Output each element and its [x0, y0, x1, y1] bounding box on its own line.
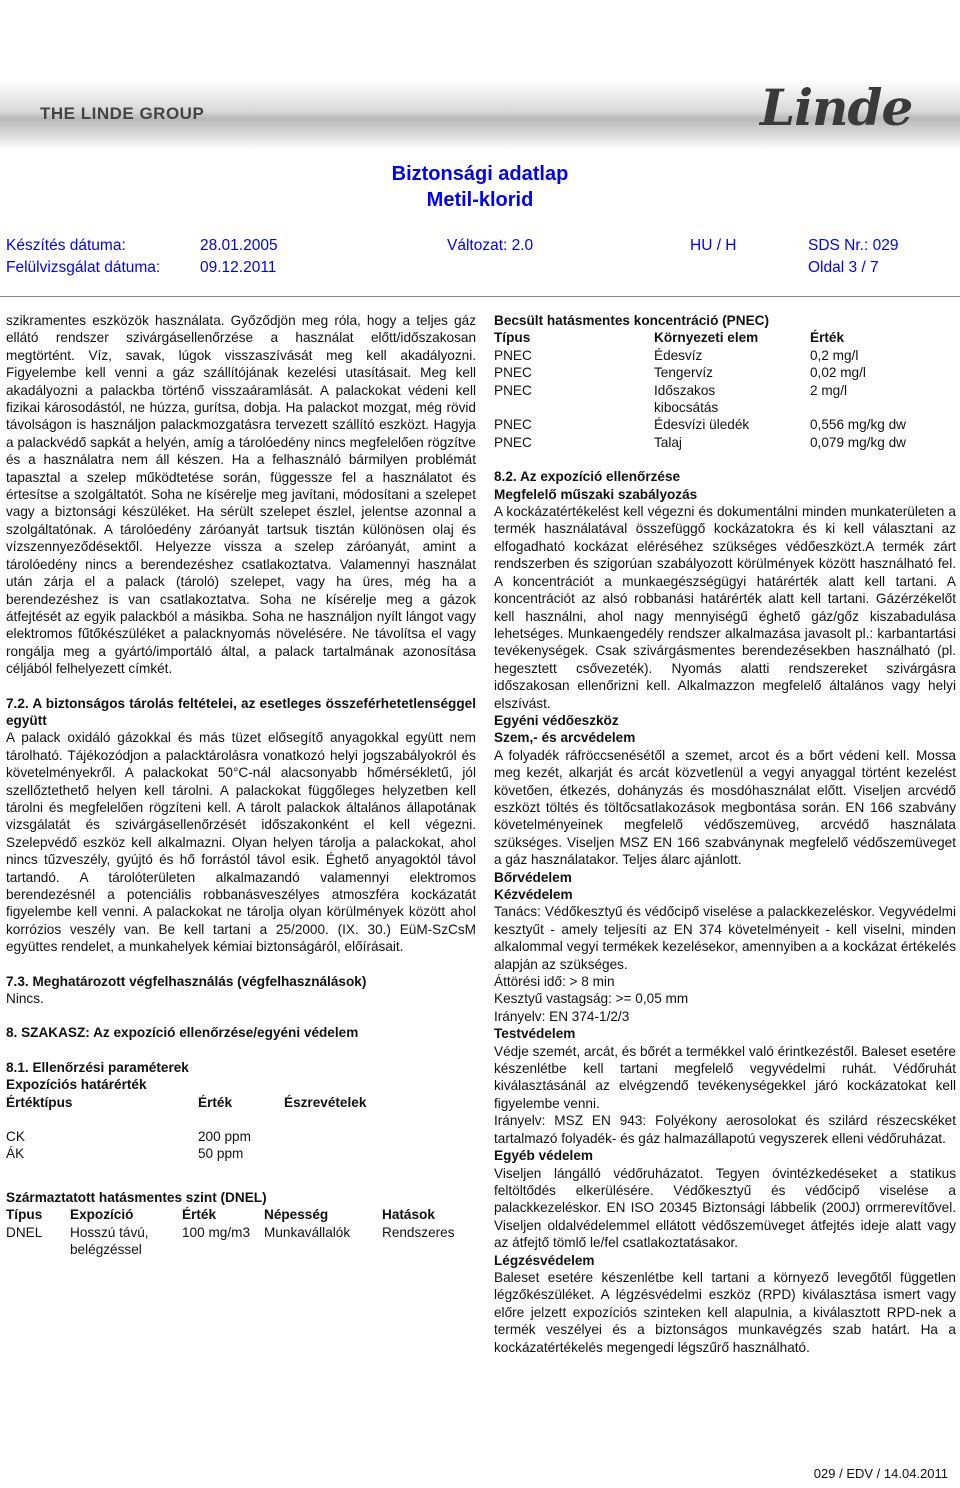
- dnel-value: 100 mg/m3: [182, 1224, 251, 1240]
- section-7-3-text: Nincs.: [6, 991, 44, 1007]
- pnec-col-type: Típus: [494, 330, 531, 346]
- exposure-limit-table: [6, 1094, 476, 1163]
- exp-note: [284, 1145, 476, 1162]
- left-column: [6, 312, 476, 1259]
- glove-standard: Irányelv: EN 374-1/2/3: [494, 1008, 630, 1024]
- pnec-value: 0,02 mg/l: [810, 365, 866, 381]
- section-8-heading: 8. SZAKASZ: Az expozíció ellenőrzése/egyéni védelem: [6, 1025, 359, 1041]
- eye-protection-text: A folyadék ráfröccsenésétől a szemet, arcot és a bőrt védeni kell. Mossa meg kezét, alkarját és arcát közvetlenül a vegyi anyaggal történt kezelést követően, étkezés, dohányzás és mosdóhasználat előtt. Viseljen arcvédő eszközt töltés és töltőcsatlakozások megbontása során. EN 166 szabvány követelményeinek megfelelő védőszemüveg, arcvédő használata szükséges. Viseljen MSZ EN 166 szabványnak megfelelő védőszemüveget a gáz használatakor. Teljes álarc ajánlott.: [494, 747, 956, 868]
- pnec-value: 0,556 mg/kg dw: [810, 417, 906, 433]
- header-divider: [0, 296, 960, 297]
- dnel-effects: Rendszeres: [382, 1224, 455, 1240]
- section-7-2-heading: 7.2. A biztonságos tárolás feltételei, az esetleges összeférhetetlenséggel együtt: [6, 695, 476, 728]
- exp-type: CK: [6, 1129, 25, 1145]
- handling-paragraph: szikramentes eszközök használata. Győződjön meg róla, hogy a teljes gáz ellátó rendszer szivárgásellenőrzése a használat előtt/időszakosan megtörtént. Víz, savak, lúgok visszaszívását meg kell akadályozni. Figyelembe kell venni a gáz szállítójának kezelési utasításait. Meg kell akadályozni a palackba történő visszaáramlását. A palackokat védeni kell fizikai károsodástól, ne húzza, gurítsa, dobja. Ha palackot mozgat, még rövid távolságon is használjon palackmozgatásra tervezett szállító eszközt. Hagyja a palackvédő sapkát a helyén, amíg a tárolóedény nincs megfelelően rögzítve és a használatra nem áll készen. Ha a felhasználó bármilyen problémát tapasztal a szelep működtetése során, függessze fel a használatot és értesítse a szolgáltatót. Soha ne kísérelje meg javítani, módosítani a szelepet vagy a biztonsági készüléket. Ha sérült szelepet észlel, jelentse azonnal a szolgáltatónak. A tárolóedény záróanyát tartsuk tisztán különösen olaj és vízszennyeződésektől. Helyezze vissza a szelep záróanyát, amint a tárolóedény nincs a berendezéshez csatlakoztatva. Valamennyi használat után zárja el a palack (tároló) szelepet, vagy ha üres, még ha a berendezéshez is van csatlakoztatva. Soha ne kísérelje meg a gázok átfejtését az egyik palackból a másikba. Soha ne használjon nyílt lángot vagy elektromos fűtőkészüléket a palacknyomás növelésére. Ne távolítsa el vagy rongálja meg a gyártó/importáló által, a palack tartalmának azonosítása céljából felhelyezett címkét.: [6, 313, 476, 677]
- eye-protection-heading: Szem,- és arcvédelem: [494, 730, 636, 746]
- body-protection-standard: Irányelv: MSZ EN 943: Folyékony aerosolokat és szilárd részecskéket tartalmazó folyadék- és gáz halmazállapotú vegyszerek elleni védőruházat.: [494, 1113, 956, 1146]
- sds-number: SDS Nr.: 029: [808, 237, 899, 254]
- linde-logo: Linde: [760, 78, 913, 137]
- dnel-heading: Származtatott hatásmentes szint (DNEL): [6, 1189, 267, 1205]
- country-code: HU / H: [690, 237, 737, 254]
- dnel-table: [6, 1206, 476, 1258]
- section-7-3-heading: 7.3. Meghatározott végfelhasználás (végfelhasználások): [6, 973, 367, 989]
- pnec-value: 0,079 mg/kg dw: [810, 434, 906, 450]
- dnel-type: DNEL: [6, 1224, 43, 1240]
- exp-value: 50 ppm: [198, 1146, 244, 1162]
- section-7-2-text: A palack oxidáló gázokkal és más tüzet elősegítő anyagokkal együtt nem tárolható. Tájékozódjon a palacktárolásra vonatkozó helyi jogszabályokról és követelményekről. A palackokat 50°C-nál alacsonyabb hőmérsékletű, jól szellőztethető helyen kell tárolni. A palackokat függőleges helyzetben kell tárolni és megfelelően rögzíteni kell. A tárolt palackok általános állapotának vizsgálatát és szivárgásellenőrzését időszakonként el kell végezni. Szelepvédő eszköz kell alkalmazni. Olyan helyen tárolja a palackokat, ahol nincs tűzveszély, gyújtó és hő forrástól távol esik. Éghető anyagoktól távol tartandó. A tárolóterületen alkalmazandó valamennyi elektromos berendezésnél a potenciális robbanásveszélyes atmoszféra kockázatát figyelembe kell venni. A palackokat ne tárolja olyan körülmények között ahol korrózios veszély van. Be kell tartani a 25/2000. (IX. 30.) EüM-SzCsM együttes rendelet, a munkahelyek kémiai biztonságáról, előírásait.: [6, 730, 476, 955]
- other-protection-heading: Egyéb védelem: [494, 1148, 593, 1164]
- exp-col-notes: Észrevételek: [284, 1094, 367, 1110]
- breakthrough-time: Áttörési idő: > 8 min: [494, 974, 615, 990]
- table-row: [6, 1224, 476, 1259]
- engineering-controls-heading: Megfelelő műszaki szabályozás: [494, 486, 698, 502]
- body-protection-text: Védje szemét, arcát, és bőrét a termékkel való érintkezéstől. Baleset esetére készenlétbe kell tartani megfelelő vegyvédelmi ruhát. Védőruhát kiválasztásánál az elvégzendő tevékenységekkel járó kockázatokat kell figyelembe venni.: [494, 1043, 956, 1111]
- pnec-type: PNEC: [494, 417, 532, 433]
- table-row: [494, 416, 956, 433]
- pnec-value: 2 mg/l: [810, 382, 848, 398]
- dnel-col-exposure: Expozíció: [70, 1207, 134, 1223]
- pnec-element: Tengervíz: [654, 365, 713, 381]
- dnel-col-value: Érték: [182, 1207, 217, 1223]
- dnel-col-population: Népesség: [264, 1207, 329, 1223]
- pnec-col-element: Környezeti elem: [654, 330, 759, 346]
- hand-protection-heading: Kézvédelem: [494, 887, 573, 902]
- table-row: [6, 1145, 476, 1162]
- exposure-limit-heading: Expozíciós határérték: [6, 1077, 147, 1093]
- pnec-type: PNEC: [494, 382, 532, 398]
- created-date: 28.01.2005: [200, 237, 278, 254]
- version: Változat: 2.0: [447, 237, 534, 254]
- right-column: [494, 312, 956, 1356]
- substance-name: Metil-klorid: [426, 189, 534, 211]
- section-8-2-heading: 8.2. Az expozíció ellenőrzése: [494, 469, 681, 485]
- pnec-value: 0,2 mg/l: [810, 347, 859, 363]
- body-protection-heading: Testvédelem: [494, 1026, 576, 1042]
- pnec-type: PNEC: [494, 365, 532, 381]
- table-row: [494, 434, 956, 451]
- page-number: Oldal 3 / 7: [808, 259, 879, 276]
- section-8-1-heading: 8.1. Ellenőrzési paraméterek: [6, 1059, 189, 1075]
- ppe-heading: Egyéni védőeszköz: [494, 712, 619, 728]
- dnel-exposure: Hosszú távú, belégzéssel: [70, 1224, 149, 1258]
- skin-protection-heading: Bőrvédelem: [494, 869, 572, 885]
- pnec-type: PNEC: [494, 434, 532, 450]
- exp-note: [284, 1128, 476, 1145]
- brand-name: THE LINDE GROUP: [40, 104, 205, 123]
- document-title: Biztonsági adatlap: [391, 163, 569, 185]
- exp-col-type: Értéktípus: [6, 1094, 73, 1110]
- pnec-type: PNEC: [494, 347, 532, 363]
- table-row: [494, 382, 956, 417]
- hand-protection-text: Tanács: Védőkesztyű és védőcipő viselése a palackkezeléskor. Vegyvédelmi kesztyűt - amely teljesíti az EN 374 követelményeit - kell viselni, minden alkalommal vegyi termékek kezelésekor, amennyiben a a kockázat értékelés alapján az szükséges.: [494, 904, 956, 972]
- created-label: Készítés dátuma:: [6, 237, 126, 254]
- reviewed-label: Felülvizsgálat dátuma:: [6, 259, 161, 276]
- pnec-table: [494, 329, 956, 451]
- pnec-element: Talaj: [654, 434, 682, 450]
- respiratory-protection-heading: Légzésvédelem: [494, 1252, 595, 1268]
- pnec-col-value: Érték: [810, 330, 845, 346]
- footer-code: 029 / EDV / 14.04.2011: [813, 1466, 948, 1481]
- table-row: [494, 364, 956, 381]
- respiratory-protection-text: Baleset esetére készenlétbe kell tartani a környező levegőtől független légzőkészüléket. A légzésvédelmi eszköz (RPD) kiválasztása ismert vagy előre jelzett expozíciós szinteken kell alapulnia, a kiválasztott RPD-nek a termék veszélyei és a biztonságos munkavégzés szab határt. Ha a kockázatértékelés megengedi légszűrő használható.: [494, 1269, 956, 1355]
- pnec-element: Édesvíz: [654, 347, 703, 363]
- reviewed-date: 09.12.2011: [200, 259, 277, 276]
- dnel-col-effects: Hatások: [382, 1207, 435, 1223]
- table-row: [6, 1128, 476, 1145]
- exp-col-value: Érték: [198, 1094, 233, 1110]
- pnec-heading: Becsült hatásmentes koncentráció (PNEC): [494, 313, 769, 328]
- exp-type: ÁK: [6, 1146, 25, 1162]
- exp-value: 200 ppm: [198, 1129, 251, 1145]
- other-protection-text: Viseljen lángálló védőruházatot. Tegyen óvintézkedéseket a statikus feltöltődés elkerülésére. Védőkesztyű és védőcipő viselése a palackkezeléskor. EN ISO 20345 Biztonsági lábbelik (200J) orrmerevítővel. Viseljen oldalvédelemmel ellátott védőszemüveget átfejtés ideje alatt vagy az átfejtő tömlő le/fel csatlakoztatásakor.: [494, 1165, 956, 1251]
- table-row: [494, 347, 956, 364]
- dnel-population: Munkavállalók: [264, 1224, 351, 1240]
- glove-thickness: Kesztyű vastagság: >= 0,05 mm: [494, 991, 689, 1007]
- engineering-controls-text: A kockázatértékelést kell végezni és dokumentálni minden munkaterületen a termék használatával összefüggő kockázatokra és ki kell választani az elfogadható kockázat eléréséhez szükséges védőeszközt.A termék zárt rendszerben és szigorúan szabályozott körülmények között használható fel. A koncentrációt a munkaegészségügyi határérték alatt kell tartani. A koncentrációt az alsó robbanási határérték alatt kell tartani. Gázérzékelőt kell használni, ahol nagy mennyiségű éghető gáz/gőz kiszabadulása lehetséges. Munkaengedély rendszer alkalmazása javasolt pl.: karbantartási tevékenységek. Csak szivárgásmentes berendezésekben használható (pl. hegesztett csővezeték). Nyomás alatti rendszereket szivárgásra időszakosan ellenőrizni kell. Alkalmazzon megfelelő általános vagy helyi elszívást.: [494, 504, 956, 711]
- pnec-element: Időszakos kibocsátás: [654, 382, 719, 416]
- dnel-col-type: Típus: [6, 1207, 43, 1223]
- pnec-element: Édesvízi üledék: [654, 417, 750, 433]
